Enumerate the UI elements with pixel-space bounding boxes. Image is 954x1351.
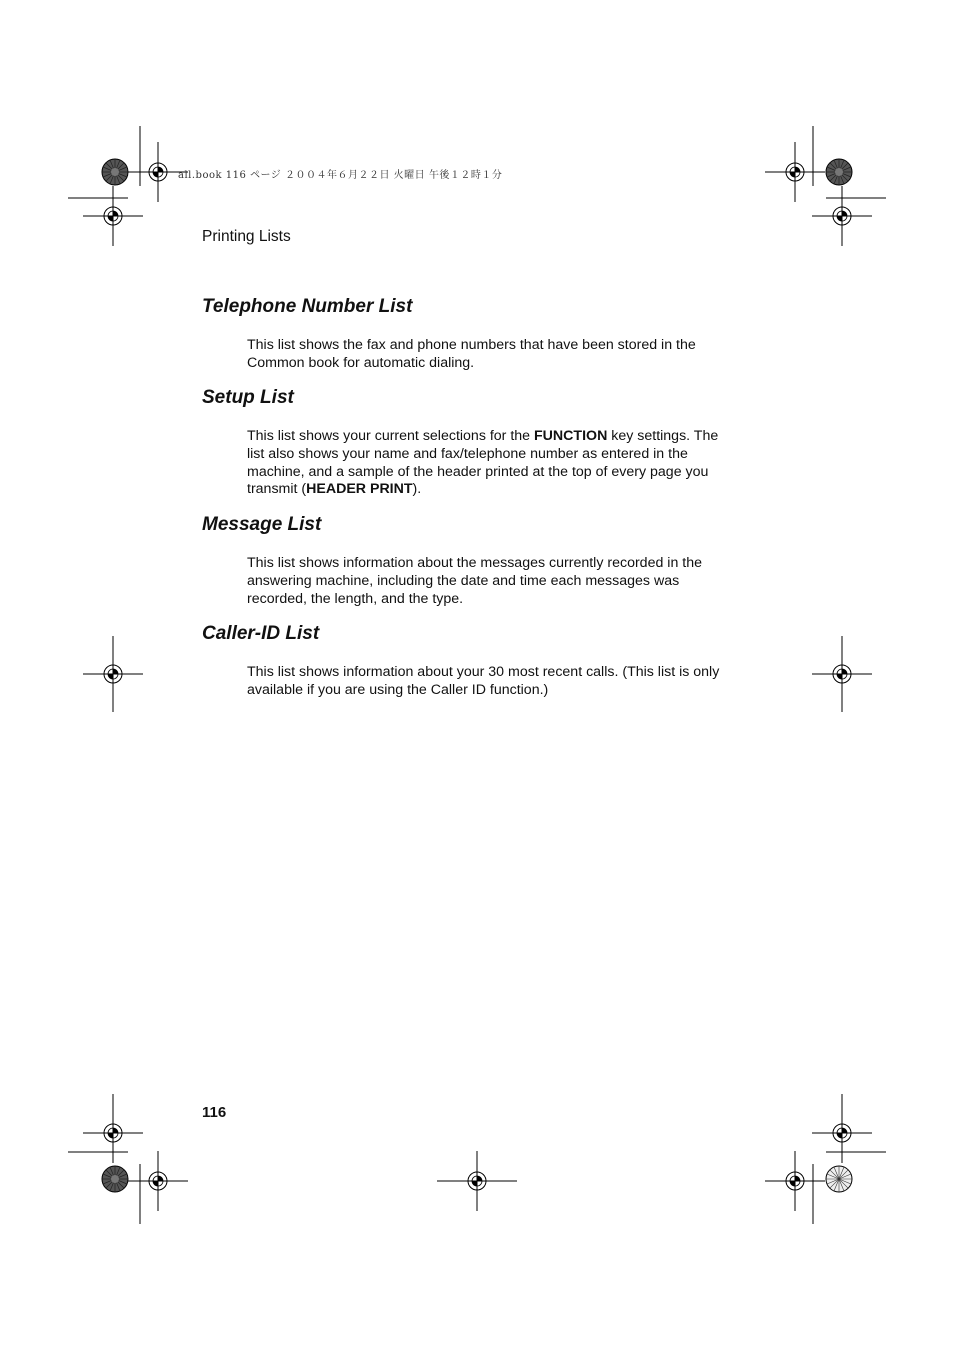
page-number: 116 [202,1104,227,1121]
section-title-setup-list: Setup List [202,387,294,408]
section-title-message-list: Message List [202,514,322,535]
running-header: Printing Lists [202,228,291,245]
color-bar-target-icon [102,159,128,185]
body-text: This list shows your current selections for the [247,428,535,444]
body-text: key settings. The list also shows your name and fax/telephone number as entered in the machine, and a sample of the header printed at the top of every page you transmit ( [247,428,719,498]
color-bar-target-icon [102,1166,128,1192]
registration-mark-icon [765,1151,825,1211]
section-title-caller-id-list: Caller-ID List [202,623,320,644]
registration-mark-icon [83,186,143,246]
section-body-setup-list [247,428,737,499]
color-bar-target-icon [826,159,852,185]
registration-mark-icon [765,142,825,202]
color-bar-target-icon [826,1166,852,1192]
section-body-caller-id-list: This list shows information about your 30 most recent calls. (This list is only available if you are using the Caller ID function.) [247,664,720,698]
section-body-message-list: This list shows information about the messages currently recorded in the answering machine, including the date and time each messages was recorded, the length, and the type. [247,555,703,607]
body-text: ). [412,481,422,498]
registration-mark-icon [812,186,872,246]
function-key-label: FUNCTION [534,428,608,444]
section-title-telephone-number-list: Telephone Number List [202,296,413,317]
header-print-label: HEADER PRINT [306,481,413,498]
print-slug: all.book 116 ページ ２００４年６月２２日 火曜日 午後１２時１分 [178,170,503,181]
registration-mark-icon [128,1151,188,1211]
section-body-telephone-number-list: This list shows the fax and phone numbers that have been stored in the Common book for automatic dialing. [247,337,696,371]
